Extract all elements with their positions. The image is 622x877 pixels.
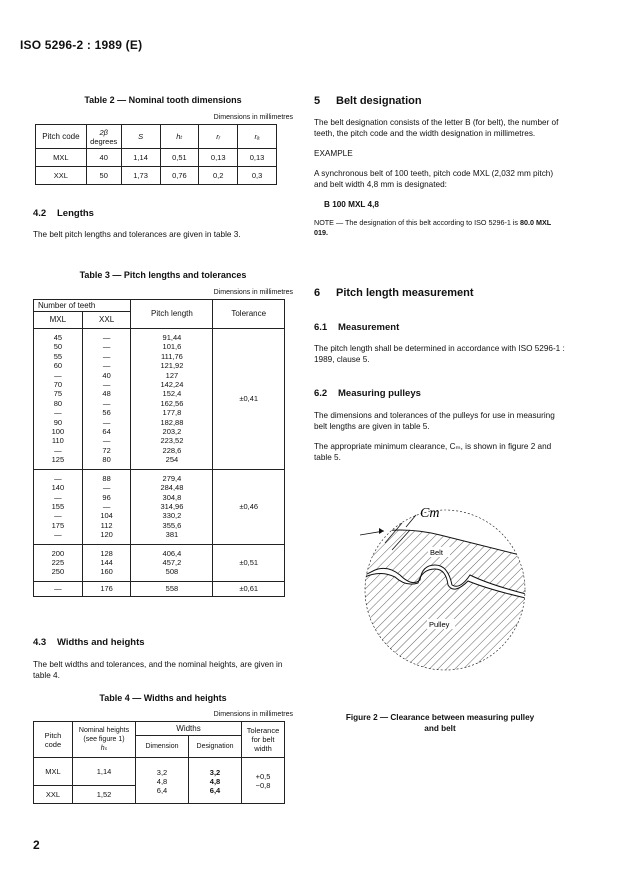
section-6-heading: 6 Pitch length measurement bbox=[314, 287, 474, 299]
section-6-1 bbox=[314, 322, 566, 365]
table4 bbox=[33, 721, 285, 804]
figure2-label-belt: Belt bbox=[430, 548, 443, 557]
t2-head-ht: hₜ bbox=[176, 132, 183, 141]
table2-caption: Table 2 — Nominal tooth dimensions bbox=[84, 95, 242, 105]
table-row: 45 50 55 60 — 70 75 80 — 90 100 110 — 125 — — — — 40 — 48 — 56 — 64 — 72 80 91,44 101,6 111,76 121,92 127 142,24 152,4 162,56 177,8 182,88 203,2 223,52 228,6 254 ±0,41 bbox=[34, 329, 285, 470]
t4-head-nominal: Nominal heights (see figure 1) hₛ bbox=[73, 722, 136, 758]
section-4-2 bbox=[33, 208, 293, 240]
t3-head-pitch: Pitch length bbox=[131, 300, 213, 329]
t4-head-tolerance: Tolerance for belt width bbox=[242, 722, 285, 758]
table3-caption: Table 3 — Pitch lengths and tolerances bbox=[79, 270, 247, 280]
section-4-3-text: The belt widths and tolerances, and the nominal heights, are given in table 4. bbox=[33, 660, 283, 680]
section-6-1-heading: 6.1 Measurement bbox=[314, 322, 400, 333]
t3-head-tolerance: Tolerance bbox=[213, 300, 285, 329]
designation-example: B 100 MXL 4,8 bbox=[324, 200, 379, 209]
t2-head-s: S bbox=[138, 132, 144, 141]
table3-units: Dimensions in millimetres bbox=[213, 289, 293, 296]
table2 bbox=[35, 124, 277, 185]
figure2-drawing bbox=[340, 495, 540, 685]
t2-head-rr: rᵣ bbox=[216, 132, 221, 141]
table3 bbox=[33, 299, 285, 597]
t2-head-angle: 2β degrees bbox=[86, 125, 121, 149]
document-header: ISO 5296-2 : 1989 (E) bbox=[20, 38, 143, 52]
t2-head-pitch-code: Pitch code bbox=[36, 125, 87, 149]
section-6-2 bbox=[314, 388, 566, 463]
section-6-2-text2: The appropriate minimum clearance, Cₘ, is shown in figure 2 and table 5. bbox=[314, 442, 552, 462]
section-6 bbox=[314, 287, 566, 299]
t4-head-widths: Widths bbox=[136, 722, 242, 736]
table-row: — 176 558 ±0,61 bbox=[34, 581, 285, 596]
table-row: XXL 50 1,73 0,76 0,2 0,3 bbox=[36, 167, 277, 185]
figure2-caption: Figure 2 — Clearance between measuring pulley and belt bbox=[345, 713, 535, 733]
figure2-svg bbox=[340, 495, 540, 685]
figure2-label-cm: Cm bbox=[420, 506, 440, 521]
section-6-2-text1: The dimensions and tolerances of the pulleys for use in measuring belt lengths are given in table 5. bbox=[314, 411, 555, 431]
t3-head-teeth: Number of teeth bbox=[34, 300, 131, 312]
table2-units: Dimensions in millimetres bbox=[213, 114, 293, 121]
example-text: A synchronous belt of 100 teeth, pitch code MXL (2,032 mm pitch) and belt width 4,8 mm is designated: bbox=[314, 169, 554, 189]
table-row: MXL 40 1,14 0,51 0,13 0,13 bbox=[36, 149, 277, 167]
section-5 bbox=[314, 95, 566, 238]
table-row: — 140 — 155 — 175 — 88 — 96 — 104 112 120 279,4 284,48 304,8 314,96 330,2 355,6 381 ±0,46 bbox=[34, 469, 285, 544]
section-6-2-heading: 6.2 Measuring pulleys bbox=[314, 388, 421, 399]
t3-head-mxl: MXL bbox=[34, 312, 83, 329]
table4-units: Dimensions in millimetres bbox=[213, 711, 293, 718]
table-row: MXL 1,14 3,2 4,8 3,2 4,8 +0,5 −0,8 bbox=[34, 758, 285, 786]
t3-head-xxl: XXL bbox=[82, 312, 131, 329]
section-4-3 bbox=[33, 637, 293, 681]
figure2-label-pulley: Pulley bbox=[429, 620, 450, 629]
table4-block bbox=[33, 693, 293, 804]
designation-note: NOTE — The designation of this belt according to ISO 5296-1 is 80.0 MXL 019. bbox=[314, 218, 552, 237]
section-4-2-text: The belt pitch lengths and tolerances are given in table 3. bbox=[33, 230, 241, 239]
table2-block bbox=[33, 95, 293, 185]
t4-head-dimension: Dimension bbox=[136, 736, 189, 758]
t2-head-ra: rₐ bbox=[254, 132, 260, 141]
example-label: EXAMPLE bbox=[314, 149, 353, 158]
page-number: 2 bbox=[33, 838, 40, 852]
section-6-1-text: The pitch length shall be determined in accordance with ISO 5296-1 : 1989, clause 5. bbox=[314, 344, 565, 364]
table3-block bbox=[33, 270, 293, 597]
section-4-3-heading: 4.3 Widths and heights bbox=[33, 637, 145, 648]
table4-caption: Table 4 — Widths and heights bbox=[99, 693, 227, 703]
t4-head-designation: Designation bbox=[189, 736, 242, 758]
section-5-heading: 5 Belt designation bbox=[314, 95, 422, 107]
section-5-text: The belt designation consists of the letter B (for belt), the number of teeth, the pitch code and the width designation in millimetres. bbox=[314, 118, 559, 138]
table-row: XXL 1,52 6,4 6,4 bbox=[34, 786, 285, 804]
t4-head-pitch-code: Pitch code bbox=[34, 722, 73, 758]
table-row: 200 225 250 128 144 160 406,4 457,2 508 ±0,51 bbox=[34, 544, 285, 581]
section-4-2-heading: 4.2 Lengths bbox=[33, 208, 94, 219]
